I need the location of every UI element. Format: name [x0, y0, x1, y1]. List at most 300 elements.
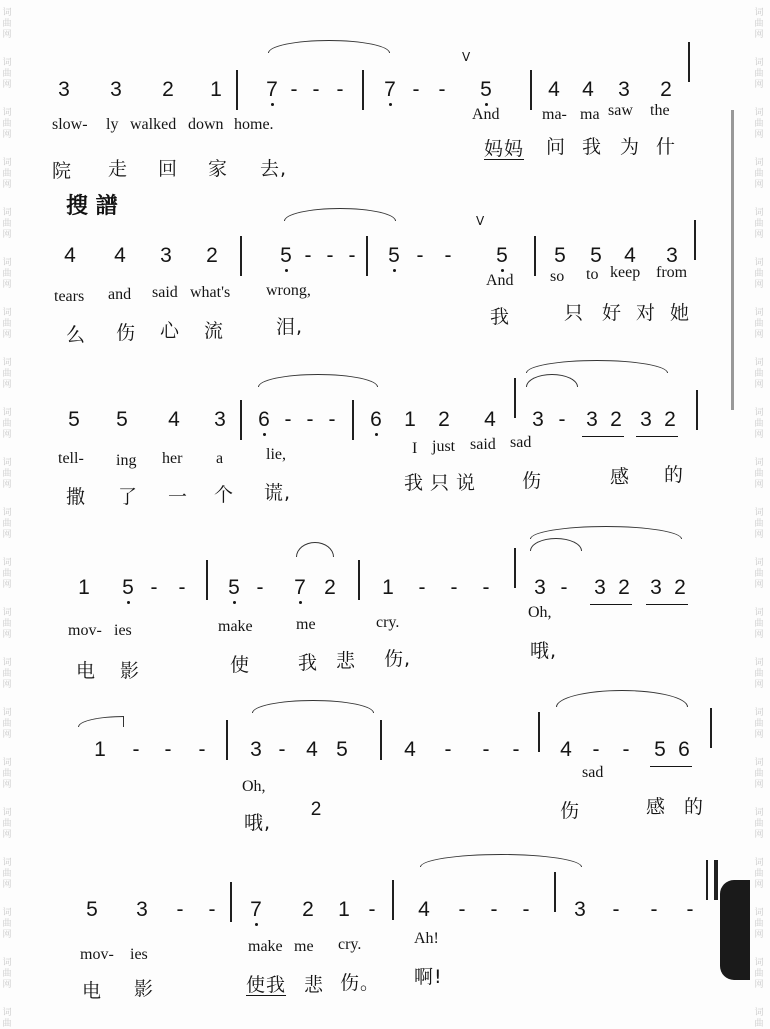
watermark-glyph: 网 — [754, 430, 764, 440]
note: 3 — [160, 244, 172, 267]
watermark-glyph: 词 — [754, 658, 764, 668]
note: 5 — [654, 738, 666, 761]
bar-line — [240, 400, 242, 440]
watermark-glyph: 词 — [2, 108, 12, 118]
lyric-zh: 我 — [404, 472, 425, 494]
watermark-glyph: 曲 — [2, 19, 12, 29]
dash: - — [176, 898, 184, 921]
note: 5 — [224, 576, 244, 600]
lyric-en: ies — [114, 622, 132, 639]
dash: - — [312, 78, 320, 101]
watermark-glyph: 网 — [2, 580, 12, 590]
note: 4 — [548, 78, 560, 101]
bar-line — [392, 880, 394, 920]
note: 5 — [554, 244, 566, 267]
dash: - — [482, 576, 490, 599]
watermark-glyph: 曲 — [2, 619, 12, 629]
watermark-glyph: 曲 — [754, 919, 764, 929]
lyric-en: home. — [234, 116, 274, 133]
watermark-glyph: 曲 — [2, 369, 12, 379]
bar-line — [554, 872, 556, 912]
watermark-glyph: 词 — [754, 508, 764, 518]
breath-mark: V — [476, 214, 485, 228]
underline-beam — [650, 766, 692, 767]
lyric-en: ly — [106, 116, 119, 133]
watermark-glyph: 词 — [754, 258, 764, 268]
watermark-glyph: 网 — [754, 180, 764, 190]
breath-mark: V — [462, 50, 471, 64]
lyric-zh: 伤, — [384, 648, 412, 670]
watermark-glyph: 网 — [2, 380, 12, 390]
watermark-glyph: 网 — [754, 930, 764, 940]
watermark-glyph: 网 — [754, 80, 764, 90]
watermark-glyph: 网 — [754, 980, 764, 990]
watermark-glyph: 曲 — [2, 119, 12, 129]
bar-line — [688, 42, 690, 82]
bar-line — [710, 708, 712, 748]
dash: - — [208, 898, 216, 921]
watermark-glyph: 曲 — [2, 219, 12, 229]
watermark-glyph: 词 — [754, 958, 764, 968]
note: 5 — [86, 898, 98, 921]
bar-line — [366, 236, 368, 276]
lyric-zh: 说 — [456, 472, 477, 494]
watermark-glyph: 词 — [2, 458, 12, 468]
watermark-glyph: 曲 — [754, 369, 764, 379]
dash: - — [416, 244, 424, 267]
lyric-en: lie, — [266, 446, 286, 463]
watermark-glyph: 曲 — [754, 719, 764, 729]
note: 5 — [116, 408, 128, 431]
watermark-glyph: 网 — [754, 530, 764, 540]
note: 3 — [532, 408, 544, 431]
note: 1 — [382, 576, 394, 599]
watermark-glyph: 网 — [754, 280, 764, 290]
dash: - — [306, 408, 314, 431]
watermark-glyph: 曲 — [2, 469, 12, 479]
watermark-glyph: 网 — [2, 730, 12, 740]
bar-line — [514, 548, 516, 588]
lyric-zh: 使我 — [246, 974, 287, 996]
watermark-glyph: 曲 — [2, 1019, 12, 1029]
final-bar-line — [714, 860, 718, 900]
watermark-glyph: 词 — [2, 158, 12, 168]
dash: - — [444, 738, 452, 761]
dash: - — [284, 408, 292, 431]
lyric-en: me — [294, 938, 314, 955]
watermark-strip-right — [752, 0, 766, 1028]
lyric-en: tears — [54, 288, 85, 305]
watermark-glyph: 词 — [2, 208, 12, 218]
bar-line — [696, 390, 698, 430]
lyric-zh: 什 — [656, 136, 677, 158]
lyric-en: ma — [580, 106, 600, 123]
lyric-en: I — [412, 440, 418, 457]
watermark-glyph: 词 — [754, 208, 764, 218]
bar-line — [706, 860, 708, 900]
note: 7 — [246, 898, 266, 922]
lyric-zh: 撒 — [66, 486, 87, 508]
watermark-glyph: 词 — [2, 58, 12, 68]
watermark-glyph: 曲 — [754, 869, 764, 879]
note: 2 — [674, 576, 686, 599]
dash: - — [412, 78, 420, 101]
lyric-zh: 的 — [684, 796, 705, 818]
watermark-glyph: 词 — [2, 508, 12, 518]
watermark-glyph: 网 — [754, 330, 764, 340]
watermark-glyph: 网 — [754, 880, 764, 890]
watermark-glyph: 词 — [754, 858, 764, 868]
dash: - — [444, 244, 452, 267]
lyric-zh: 感 — [610, 466, 631, 488]
note: 3 — [618, 78, 630, 101]
note: 3 — [58, 78, 70, 101]
lyric-en: cry. — [338, 936, 362, 953]
watermark-glyph: 词 — [754, 8, 764, 18]
underline-beam — [582, 436, 624, 437]
watermark-glyph: 网 — [754, 480, 764, 490]
note: 2 — [618, 576, 630, 599]
note: 2 — [610, 408, 622, 431]
lyric-zh: 走 — [108, 158, 129, 180]
lyric-zh: 谎, — [264, 482, 292, 504]
dash: - — [348, 244, 356, 267]
slur — [420, 854, 582, 867]
watermark-glyph: 曲 — [754, 119, 764, 129]
note: 4 — [484, 408, 496, 431]
bar-line — [538, 712, 540, 752]
watermark-glyph: 网 — [2, 880, 12, 890]
watermark-glyph: 词 — [754, 758, 764, 768]
watermark-glyph: 曲 — [754, 819, 764, 829]
watermark-glyph: 曲 — [2, 269, 12, 279]
watermark-glyph: 词 — [2, 358, 12, 368]
dash: - — [686, 898, 694, 921]
dash: - — [418, 576, 426, 599]
slur — [78, 716, 124, 727]
dash: - — [164, 738, 172, 761]
lyric-en: Ah! — [414, 930, 439, 947]
bar-line — [358, 560, 360, 600]
lyric-en: ies — [130, 946, 148, 963]
lyric-en: tell- — [58, 450, 84, 467]
lyric-zh: 么 — [66, 324, 87, 346]
lyric-zh: 好 — [602, 302, 623, 324]
lyric-en: wrong, — [266, 282, 311, 299]
slur — [530, 538, 582, 551]
watermark-glyph: 网 — [2, 780, 12, 790]
lyric-zh: 电 — [76, 660, 97, 682]
lyric-zh: 流 — [204, 320, 225, 342]
lyric-en: me — [296, 616, 316, 633]
lyric-zh: 我 — [490, 306, 511, 328]
lyric-zh: 对 — [636, 302, 657, 324]
lyric-en: slow- — [52, 116, 88, 133]
bar-line — [230, 882, 232, 922]
watermark-glyph: 词 — [754, 108, 764, 118]
note: 5 — [476, 78, 496, 102]
note: 4 — [582, 78, 594, 101]
lyric-zh: 哦, — [244, 812, 272, 834]
note: 7 — [290, 576, 310, 600]
bar-line — [206, 560, 208, 600]
underline-beam — [590, 604, 632, 605]
watermark-glyph: 曲 — [2, 69, 12, 79]
bar-line — [694, 220, 696, 260]
dash: - — [368, 898, 376, 921]
note: 3 — [586, 408, 598, 431]
lyric-en: Oh, — [528, 604, 552, 621]
bar-line — [240, 236, 242, 276]
watermark-glyph: 曲 — [754, 769, 764, 779]
lyric-zh: 电 — [82, 980, 103, 1002]
dash: - — [178, 576, 186, 599]
dash: - — [622, 738, 630, 761]
dash: - — [512, 738, 520, 761]
note: 5 — [276, 244, 296, 268]
lyric-en: what's — [190, 284, 231, 301]
lyric-zh: 回 — [158, 158, 179, 180]
lyric-zh: 了 — [118, 486, 139, 508]
lyric-zh: 悲 — [336, 650, 357, 672]
lyric-en: saw — [608, 102, 633, 119]
note: 1 — [338, 898, 350, 921]
lyric-en: so — [550, 268, 565, 285]
lyric-en: from — [656, 264, 688, 281]
note: 4 — [404, 738, 416, 761]
watermark-glyph: 网 — [2, 980, 12, 990]
lyric-zh: 心 — [160, 320, 181, 342]
watermark-glyph: 词 — [2, 408, 12, 418]
note: 3 — [574, 898, 586, 921]
dash: - — [438, 78, 446, 101]
lyric-en: a — [216, 450, 224, 467]
watermark-glyph: 网 — [2, 530, 12, 540]
watermark-glyph: 网 — [2, 930, 12, 940]
slur — [284, 208, 396, 221]
lyric-zh: 伤 — [116, 322, 137, 344]
lyric-en: ma- — [542, 106, 567, 123]
watermark-glyph: 网 — [754, 130, 764, 140]
lyric-zh: 我 — [582, 136, 603, 158]
note: 4 — [64, 244, 76, 267]
lyric-zh: 泪, — [276, 316, 304, 338]
dash: - — [132, 738, 140, 761]
slur — [268, 40, 390, 53]
watermark-glyph: 网 — [2, 430, 12, 440]
watermark-glyph: 网 — [2, 280, 12, 290]
dash: - — [328, 408, 336, 431]
lyric-zh: 个 — [214, 484, 235, 506]
watermark-glyph: 曲 — [2, 969, 12, 979]
slur — [296, 542, 334, 557]
watermark-glyph: 曲 — [2, 569, 12, 579]
slur — [556, 690, 688, 707]
bar-line — [352, 400, 354, 440]
note: 4 — [418, 898, 430, 921]
watermark-glyph: 词 — [754, 158, 764, 168]
watermark-glyph: 词 — [2, 908, 12, 918]
watermark-glyph: 曲 — [2, 919, 12, 929]
watermark-glyph: 网 — [2, 330, 12, 340]
note: 5 — [118, 576, 138, 600]
note: 5 — [336, 738, 348, 761]
lyric-en: And — [486, 272, 514, 289]
watermark-glyph: 曲 — [754, 19, 764, 29]
note: 3 — [136, 898, 148, 921]
lyric-zh: 问 — [546, 136, 567, 158]
watermark-glyph: 网 — [2, 130, 12, 140]
dash: - — [150, 576, 158, 599]
lyric-zh: 伤 — [522, 470, 543, 492]
watermark-glyph: 曲 — [754, 169, 764, 179]
dash: - — [336, 78, 344, 101]
watermark-glyph: 词 — [754, 708, 764, 718]
note: 2 — [324, 576, 336, 599]
lyric-en: her — [162, 450, 183, 467]
watermark-glyph: 网 — [754, 680, 764, 690]
watermark-glyph: 词 — [754, 808, 764, 818]
dash: - — [612, 898, 620, 921]
lyric-en: Oh, — [242, 778, 266, 795]
watermark-glyph: 网 — [2, 80, 12, 90]
watermark-glyph: 网 — [754, 630, 764, 640]
watermark-glyph: 曲 — [754, 519, 764, 529]
watermark-glyph: 词 — [2, 658, 12, 668]
underline-beam — [646, 604, 688, 605]
bar-line — [514, 378, 516, 418]
watermark-glyph: 词 — [754, 308, 764, 318]
lyric-en: just — [432, 438, 456, 455]
lyric-en: make — [248, 938, 283, 955]
watermark-glyph: 词 — [2, 858, 12, 868]
watermark-glyph: 网 — [2, 30, 12, 40]
lyric-en: down — [188, 116, 224, 133]
note: 1 — [78, 576, 90, 599]
note: 3 — [650, 576, 662, 599]
watermark-glyph: 网 — [2, 480, 12, 490]
note: 3 — [666, 244, 678, 267]
dash: - — [650, 898, 658, 921]
note: 5 — [590, 244, 602, 267]
lyric-zh: 一 — [168, 486, 189, 508]
watermark-glyph: 网 — [754, 30, 764, 40]
lyric-zh: 家 — [208, 158, 229, 180]
bar-line — [534, 236, 536, 276]
dash: - — [450, 576, 458, 599]
lyric-en: And — [472, 106, 500, 123]
watermark-glyph: 网 — [754, 830, 764, 840]
watermark-glyph: 曲 — [2, 769, 12, 779]
bar-line — [362, 70, 364, 110]
watermark-glyph: 网 — [2, 230, 12, 240]
watermark-glyph: 词 — [754, 1008, 764, 1018]
bar-line — [380, 720, 382, 760]
watermark-glyph: 曲 — [754, 319, 764, 329]
note: 2 — [206, 244, 218, 267]
note: 3 — [534, 576, 546, 599]
lyric-en: said — [470, 436, 496, 453]
watermark-glyph: 词 — [2, 758, 12, 768]
lyric-en: walked — [130, 116, 177, 133]
watermark-glyph: 曲 — [754, 619, 764, 629]
note: 7 — [262, 78, 282, 102]
note: 6 — [678, 738, 690, 761]
lyric-en: keep — [610, 264, 641, 281]
lyric-zh: 妈妈 — [484, 138, 525, 160]
lyric-zh: 伤 — [560, 800, 581, 822]
watermark-glyph: 网 — [2, 830, 12, 840]
underline-beam — [636, 436, 678, 437]
watermark-glyph: 词 — [754, 358, 764, 368]
dash: - — [326, 244, 334, 267]
bar-line — [530, 70, 532, 110]
dash: - — [558, 408, 566, 431]
lyric-zh: 院 — [52, 160, 73, 182]
watermark-glyph: 曲 — [2, 169, 12, 179]
watermark-glyph: 曲 — [2, 419, 12, 429]
lyric-en: and — [108, 286, 132, 303]
lyric-en: mov- — [68, 622, 102, 639]
rehearsal-number: 2 — [310, 799, 322, 820]
note: 5 — [492, 244, 512, 268]
lyric-en: mov- — [80, 946, 114, 963]
note: 5 — [68, 408, 80, 431]
watermark-glyph: 曲 — [754, 669, 764, 679]
note: 4 — [560, 738, 572, 761]
dash: - — [256, 576, 264, 599]
watermark-glyph: 曲 — [2, 669, 12, 679]
bar-line — [236, 70, 238, 110]
note: 3 — [214, 408, 226, 431]
dash: - — [290, 78, 298, 101]
watermark-glyph: 网 — [754, 580, 764, 590]
watermark-glyph: 曲 — [2, 319, 12, 329]
note: 6 — [366, 408, 386, 432]
note: 4 — [168, 408, 180, 431]
note: 3 — [110, 78, 122, 101]
note: 2 — [302, 898, 314, 921]
note: 4 — [306, 738, 318, 761]
note: 7 — [380, 78, 400, 102]
lyric-en: make — [218, 618, 253, 635]
watermark-glyph: 词 — [2, 808, 12, 818]
note: 4 — [114, 244, 126, 267]
note: 3 — [250, 738, 262, 761]
lyric-zh: 悲 — [304, 974, 325, 996]
note: 1 — [210, 78, 222, 101]
watermark-glyph: 词 — [2, 558, 12, 568]
watermark-glyph: 词 — [2, 308, 12, 318]
lyric-zh: 伤。 — [340, 972, 381, 994]
watermark-glyph: 网 — [2, 680, 12, 690]
slur — [526, 360, 668, 373]
watermark-glyph: 词 — [2, 258, 12, 268]
watermark-glyph: 词 — [754, 458, 764, 468]
note: 4 — [624, 244, 636, 267]
lyric-zh: 感 — [646, 796, 667, 818]
lyric-en: sad — [582, 764, 604, 781]
watermark-glyph: 曲 — [2, 719, 12, 729]
watermark-glyph: 曲 — [2, 869, 12, 879]
watermark-glyph: 曲 — [754, 419, 764, 429]
watermark-glyph: 网 — [2, 180, 12, 190]
lyric-zh: 影 — [120, 660, 141, 682]
watermark-glyph: 网 — [754, 780, 764, 790]
note: 1 — [404, 408, 416, 431]
note: 5 — [384, 244, 404, 268]
note: 3 — [594, 576, 606, 599]
